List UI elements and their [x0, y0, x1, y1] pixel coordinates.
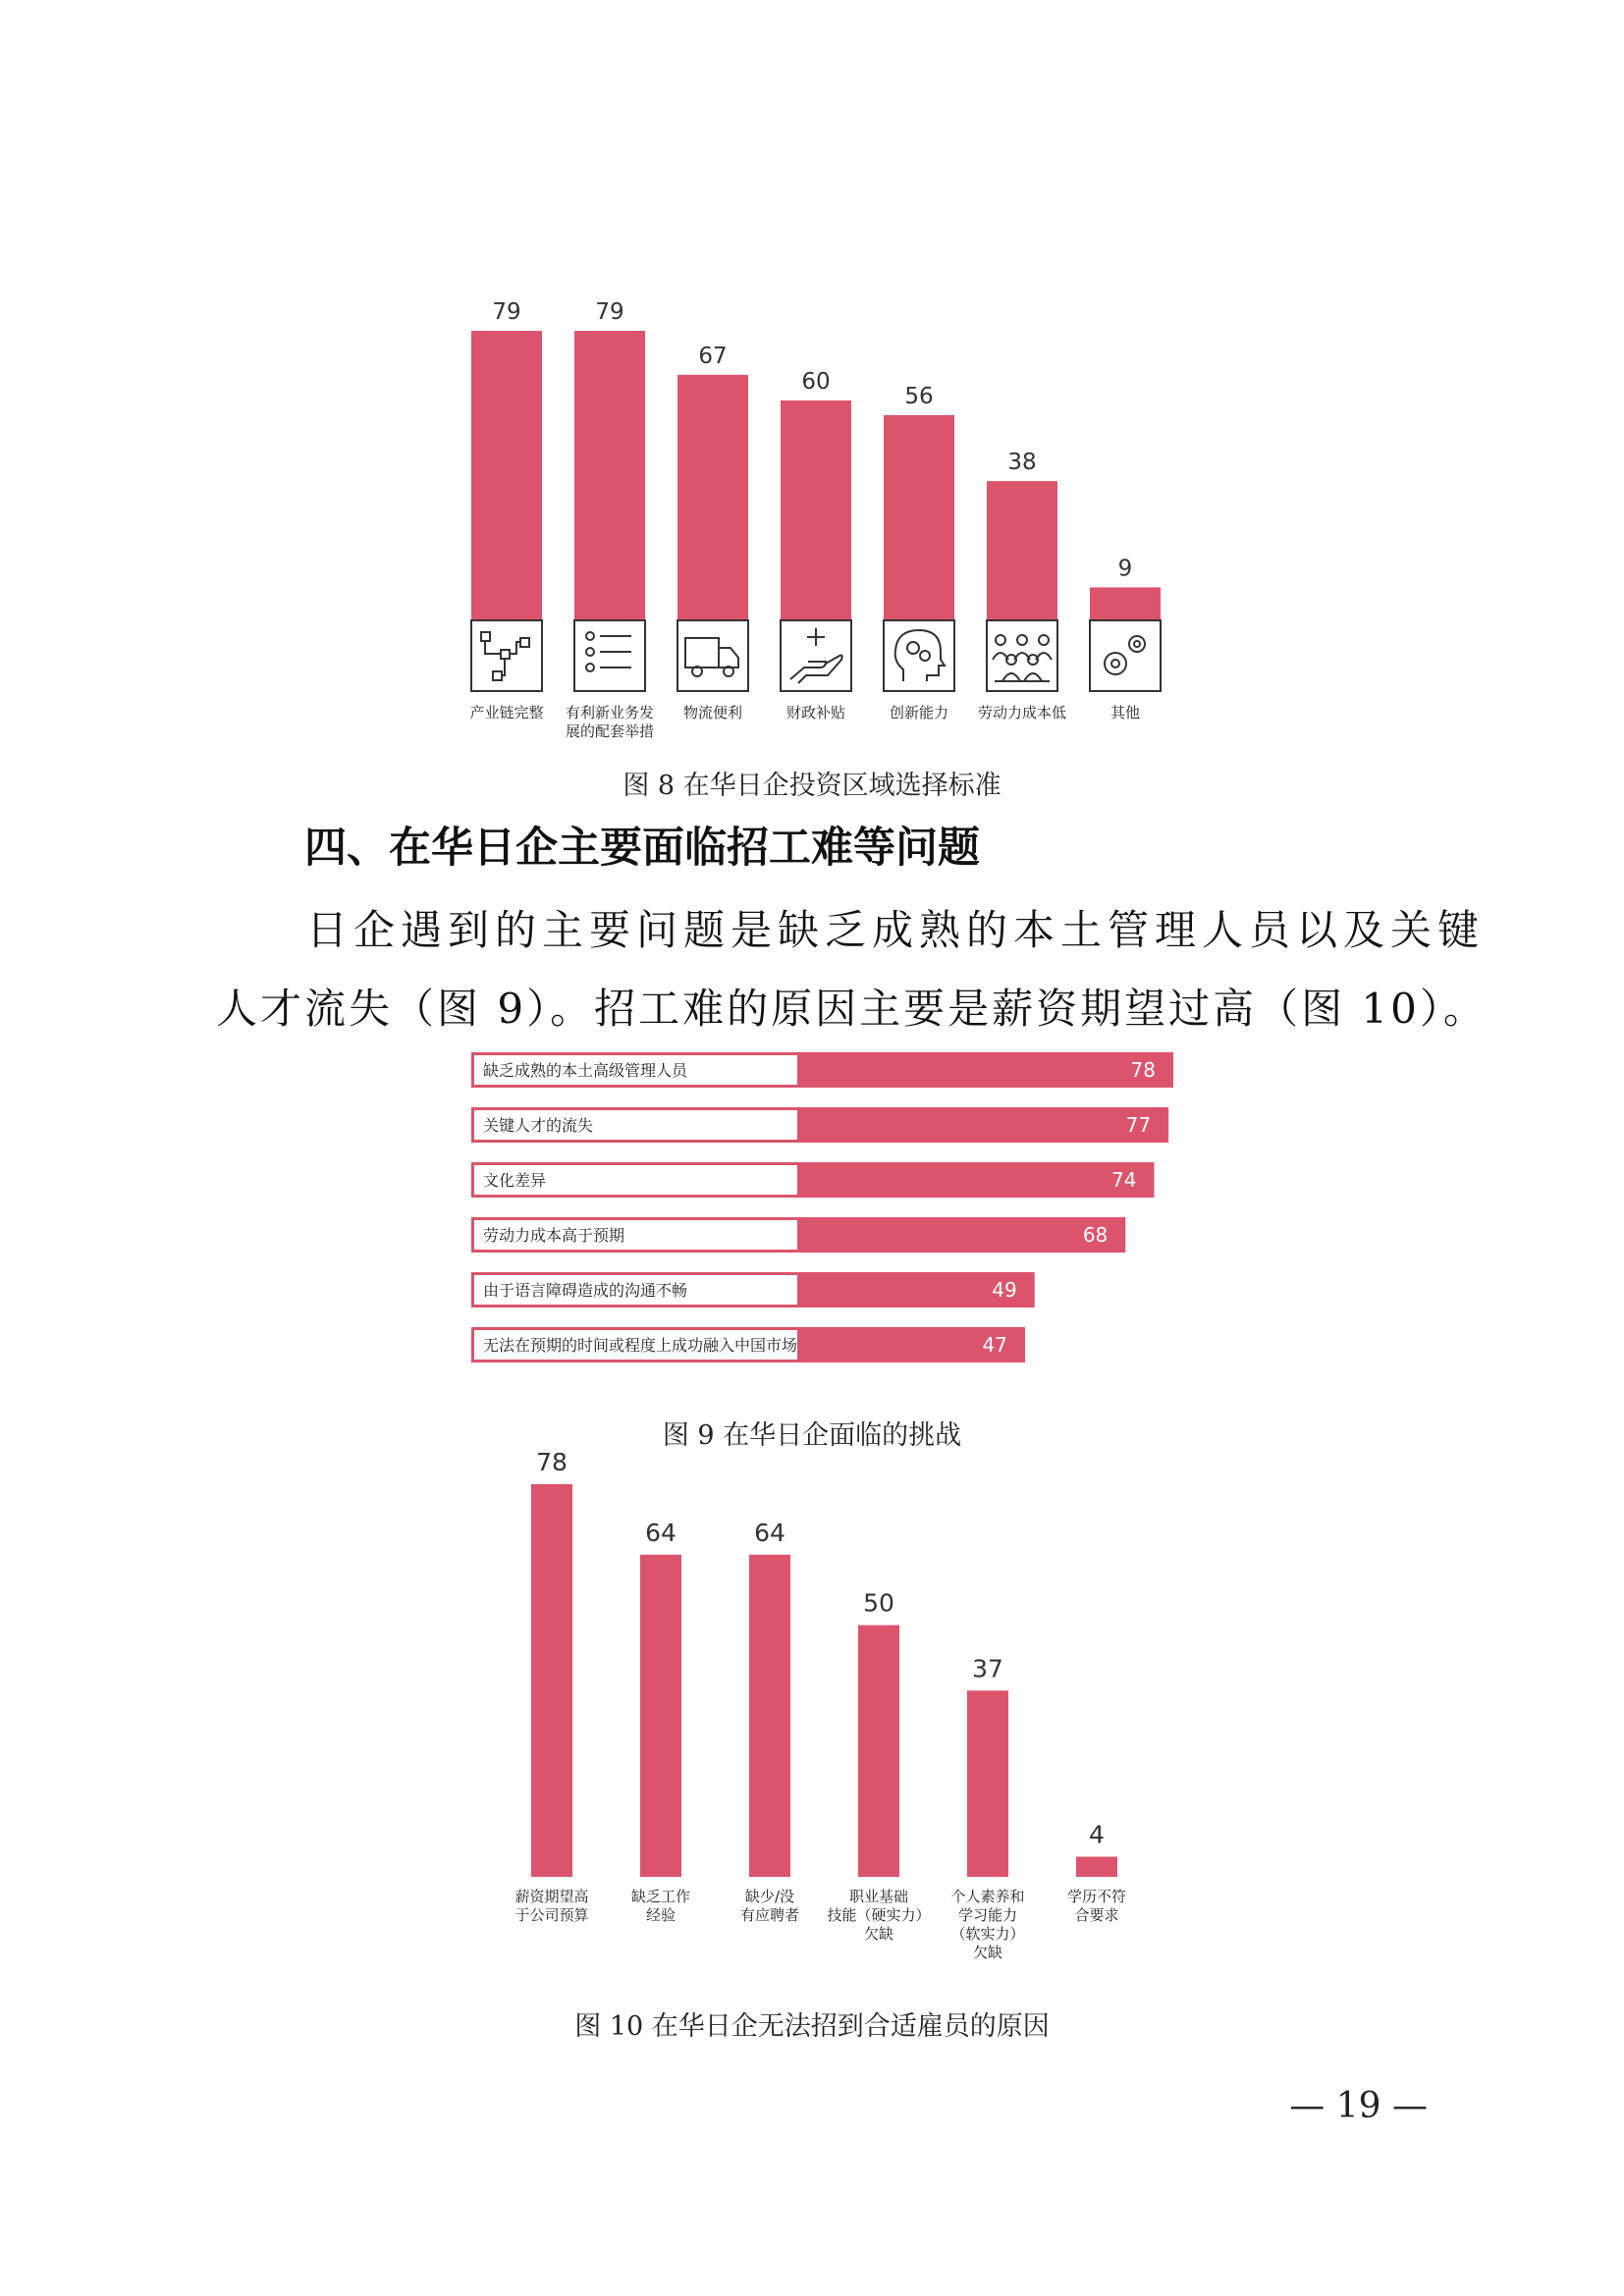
category-label: 展的配套举措 — [565, 722, 655, 740]
bar — [1076, 1856, 1117, 1877]
category-label: 学历不符 — [1066, 1888, 1127, 1905]
flowchart-icon — [471, 620, 542, 691]
category-label: 劳动力成本高于预期 — [483, 1226, 625, 1245]
value-label: 9 — [1117, 556, 1133, 582]
value-label: 49 — [992, 1278, 1017, 1302]
category-label: 产业链完整 — [469, 704, 544, 721]
value-label: 64 — [645, 1518, 677, 1547]
checklist-icon — [574, 620, 645, 691]
category-label: 物流便利 — [682, 704, 743, 721]
value-label: 50 — [863, 1588, 894, 1618]
category-label: 劳动力成本低 — [977, 704, 1067, 721]
value-label: 74 — [1111, 1168, 1137, 1192]
bar — [471, 331, 542, 620]
value-label: 37 — [972, 1654, 1003, 1683]
fig9-chart — [0, 1041, 1624, 1374]
paragraph-line-2: 人才流失（图 9）。招工难的原因主要是薪资期望过高（图 10）。 — [216, 985, 1488, 1033]
value-label: 56 — [904, 383, 934, 409]
value-label: 78 — [1130, 1058, 1156, 1082]
category-label: 缺少/没 — [744, 1888, 795, 1905]
category-label: 关键人才的流失 — [483, 1116, 594, 1135]
category-label: 缺乏成熟的本土高级管理人员 — [483, 1061, 688, 1080]
category-label: 文化差异 — [483, 1171, 547, 1190]
fig8-caption: 图 8 在华日企投资区域选择标准 — [623, 771, 1001, 801]
hand-subsidy-icon — [781, 620, 851, 691]
category-label: 合要求 — [1074, 1906, 1119, 1924]
category-label: 创新能力 — [889, 704, 949, 721]
category-label: 职业基础 — [848, 1888, 909, 1905]
fig10-caption: 图 10 在华日企无法招到合适雇员的原因 — [574, 2011, 1050, 2042]
value-label: 60 — [801, 368, 831, 395]
category-label: 个人素养和 — [950, 1888, 1025, 1905]
paragraph-line-1: 日企遇到的主要问题是缺乏成熟的本土管理人员以及关键 — [306, 906, 1486, 954]
brain-gear-icon — [884, 620, 954, 691]
bar — [781, 400, 851, 620]
bar — [749, 1555, 790, 1877]
category-label: 经验 — [645, 1906, 677, 1924]
category-label: 欠缺 — [972, 1944, 1003, 1961]
truck-icon — [677, 620, 748, 691]
bar — [531, 1484, 572, 1877]
category-label: 技能（硬实力） — [827, 1906, 931, 1924]
page-number: — 19 — — [1289, 2086, 1428, 2126]
value-label: 67 — [698, 343, 728, 369]
value-label: 68 — [1082, 1223, 1109, 1247]
value-label: 77 — [1125, 1113, 1152, 1137]
bar — [640, 1555, 681, 1877]
bar — [574, 331, 645, 620]
category-label: 于公司预算 — [514, 1906, 589, 1924]
category-label: 学习能力 — [957, 1906, 1018, 1924]
bar — [858, 1626, 899, 1877]
value-label: 38 — [1007, 450, 1037, 476]
bar — [967, 1690, 1008, 1877]
category-label: 财政补贴 — [785, 704, 846, 721]
value-label: 64 — [754, 1518, 785, 1547]
fig8-chart — [0, 0, 1624, 766]
category-label: 有利新业务发 — [565, 704, 655, 721]
value-label: 79 — [492, 299, 521, 325]
category-label: 由于语言障碍造成的沟通不畅 — [483, 1281, 688, 1300]
category-label: 欠缺 — [863, 1925, 894, 1943]
category-label: 缺乏工作 — [630, 1888, 691, 1905]
bar — [677, 375, 748, 620]
category-label: 其他 — [1110, 704, 1141, 721]
category-label: 薪资期望高 — [514, 1888, 589, 1905]
bar — [987, 481, 1057, 620]
bar — [884, 415, 954, 620]
category-label: 无法在预期的时间或程度上成功融入中国市场 — [483, 1336, 798, 1355]
fig9-caption: 图 9 在华日企面临的挑战 — [662, 1420, 962, 1451]
workers-group-icon — [987, 620, 1057, 691]
gears-icon — [1090, 620, 1161, 691]
category-label: 有应聘者 — [739, 1906, 800, 1924]
section-heading: 四、在华日企主要面临招工难等问题 — [304, 824, 980, 873]
bar — [1090, 587, 1161, 620]
fig10-chart — [0, 1453, 1624, 1983]
value-label: 4 — [1089, 1820, 1105, 1849]
value-label: 79 — [595, 299, 624, 325]
value-label: 47 — [982, 1333, 1007, 1357]
category-label: （软实力） — [950, 1925, 1025, 1943]
value-label: 78 — [536, 1453, 568, 1476]
